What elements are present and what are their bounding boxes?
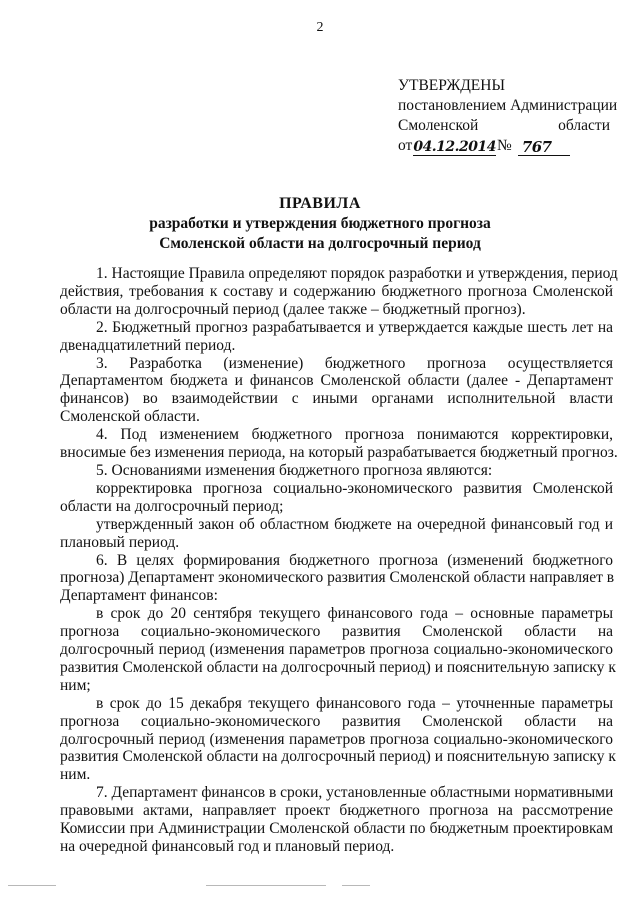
body-line: 2. Бюджетный прогноз разрабатывается и утверждается каждые шесть лет на: [96, 318, 613, 336]
title-line-1: ПРАВИЛА: [279, 195, 361, 212]
body-line: 6. В целях формирования бюджетного прогноза (изменений бюджетного: [96, 551, 613, 569]
body-line: 5. Основаниями изменения бюджетного прогноза являются:: [96, 461, 493, 479]
body-line: 4. Под изменением бюджетного прогноза понимаются корректировки,: [96, 426, 613, 444]
approval-signature-row: [398, 136, 610, 156]
approval-line-2: [398, 116, 610, 136]
title-line-3: Смоленской области на долгосрочный период: [159, 235, 481, 252]
body-line: Комиссии при Администрации Смоленской области по бюджетным проектировкам: [60, 820, 613, 838]
approval-line-2-right: области: [558, 117, 610, 134]
body-line: области на долгосрочный период (далее также – бюджетный прогноз).: [60, 300, 526, 318]
body-line: корректировка прогноза социально-экономического развития Смоленской: [96, 479, 613, 497]
page-number: 2: [316, 20, 324, 35]
body-line: плановый период.: [60, 533, 180, 551]
body-line: долгосрочный период (изменения параметров прогноза социально-экономического: [60, 641, 613, 659]
body-line: развития Смоленской области на долгосрочный период) и пояснительную записку к: [60, 748, 616, 766]
body-line: в срок до 20 сентября текущего финансового года – основные параметры: [96, 605, 613, 623]
body-line: 3. Разработка (изменение) бюджетного прогноза осуществляется: [96, 354, 613, 372]
body-line: ним;: [60, 676, 91, 694]
document-title: [0, 194, 640, 254]
body-line: действия, требования к составу и содержанию бюджетного прогноза Смоленской: [60, 282, 613, 300]
approval-line-2-left: Смоленской: [398, 117, 479, 134]
body-line: прогноза социально-экономического развития Смоленской области на: [60, 623, 613, 641]
body-line: вносимые без изменения периода, на который разрабатывается бюджетный прогноз.: [60, 444, 618, 462]
body-line: 1. Настоящие Правила определяют порядок разработки и утверждения, период: [96, 265, 618, 282]
body-line: Департамент финансов:: [60, 587, 218, 605]
body-line: двенадцатилетний период.: [60, 336, 236, 354]
approval-number-label: №: [497, 137, 512, 154]
approval-stamp-block: [398, 76, 618, 156]
body-line: прогноза) Департамент экономического развития Смоленской области направляет в: [60, 569, 615, 587]
body-line: в срок до 15 декабря текущего финансового года – уточненные параметры: [96, 694, 613, 712]
body-line: прогноза социально-экономического развития Смоленской области на: [60, 712, 613, 730]
body-line: долгосрочный период (изменения параметров прогноза социально-экономического: [60, 730, 613, 748]
approval-handwritten-date: 04.12.2014: [413, 139, 497, 155]
approval-line-1: постановлением Администрации: [398, 97, 618, 114]
body-line: Смоленской области.: [60, 408, 200, 426]
body-line: Департаментом бюджета и финансов Смоленской области (далее - Департамент: [60, 372, 613, 390]
title-line-2: разработки и утверждения бюджетного прогноза: [149, 215, 491, 232]
approval-heading: УТВЕРЖДЕНЫ: [398, 77, 505, 94]
scan-footer-mark: [8, 885, 608, 887]
body-line: правовыми актами, направляет проект бюджетного прогноза на рассмотрение: [60, 802, 613, 820]
document-body: [60, 265, 618, 856]
body-line: финансов) во взаимодействии с иными органами исполнительной власти: [60, 390, 613, 408]
approval-handwritten-number: 767: [518, 139, 570, 156]
body-line: 7. Департамент финансов в сроки, установленные областными нормативными: [96, 784, 614, 802]
body-line: утвержденный закон об областном бюджете на очередной финансовый год и: [96, 515, 613, 533]
approval-sign-prefix: от: [398, 137, 413, 154]
body-line: ним.: [60, 766, 91, 784]
body-line: на очередной финансовый год и плановый период.: [60, 838, 395, 855]
body-line: развития Смоленской области на долгосрочный период) и пояснительную записку к: [60, 658, 616, 676]
body-line: области на долгосрочный период;: [60, 497, 284, 515]
